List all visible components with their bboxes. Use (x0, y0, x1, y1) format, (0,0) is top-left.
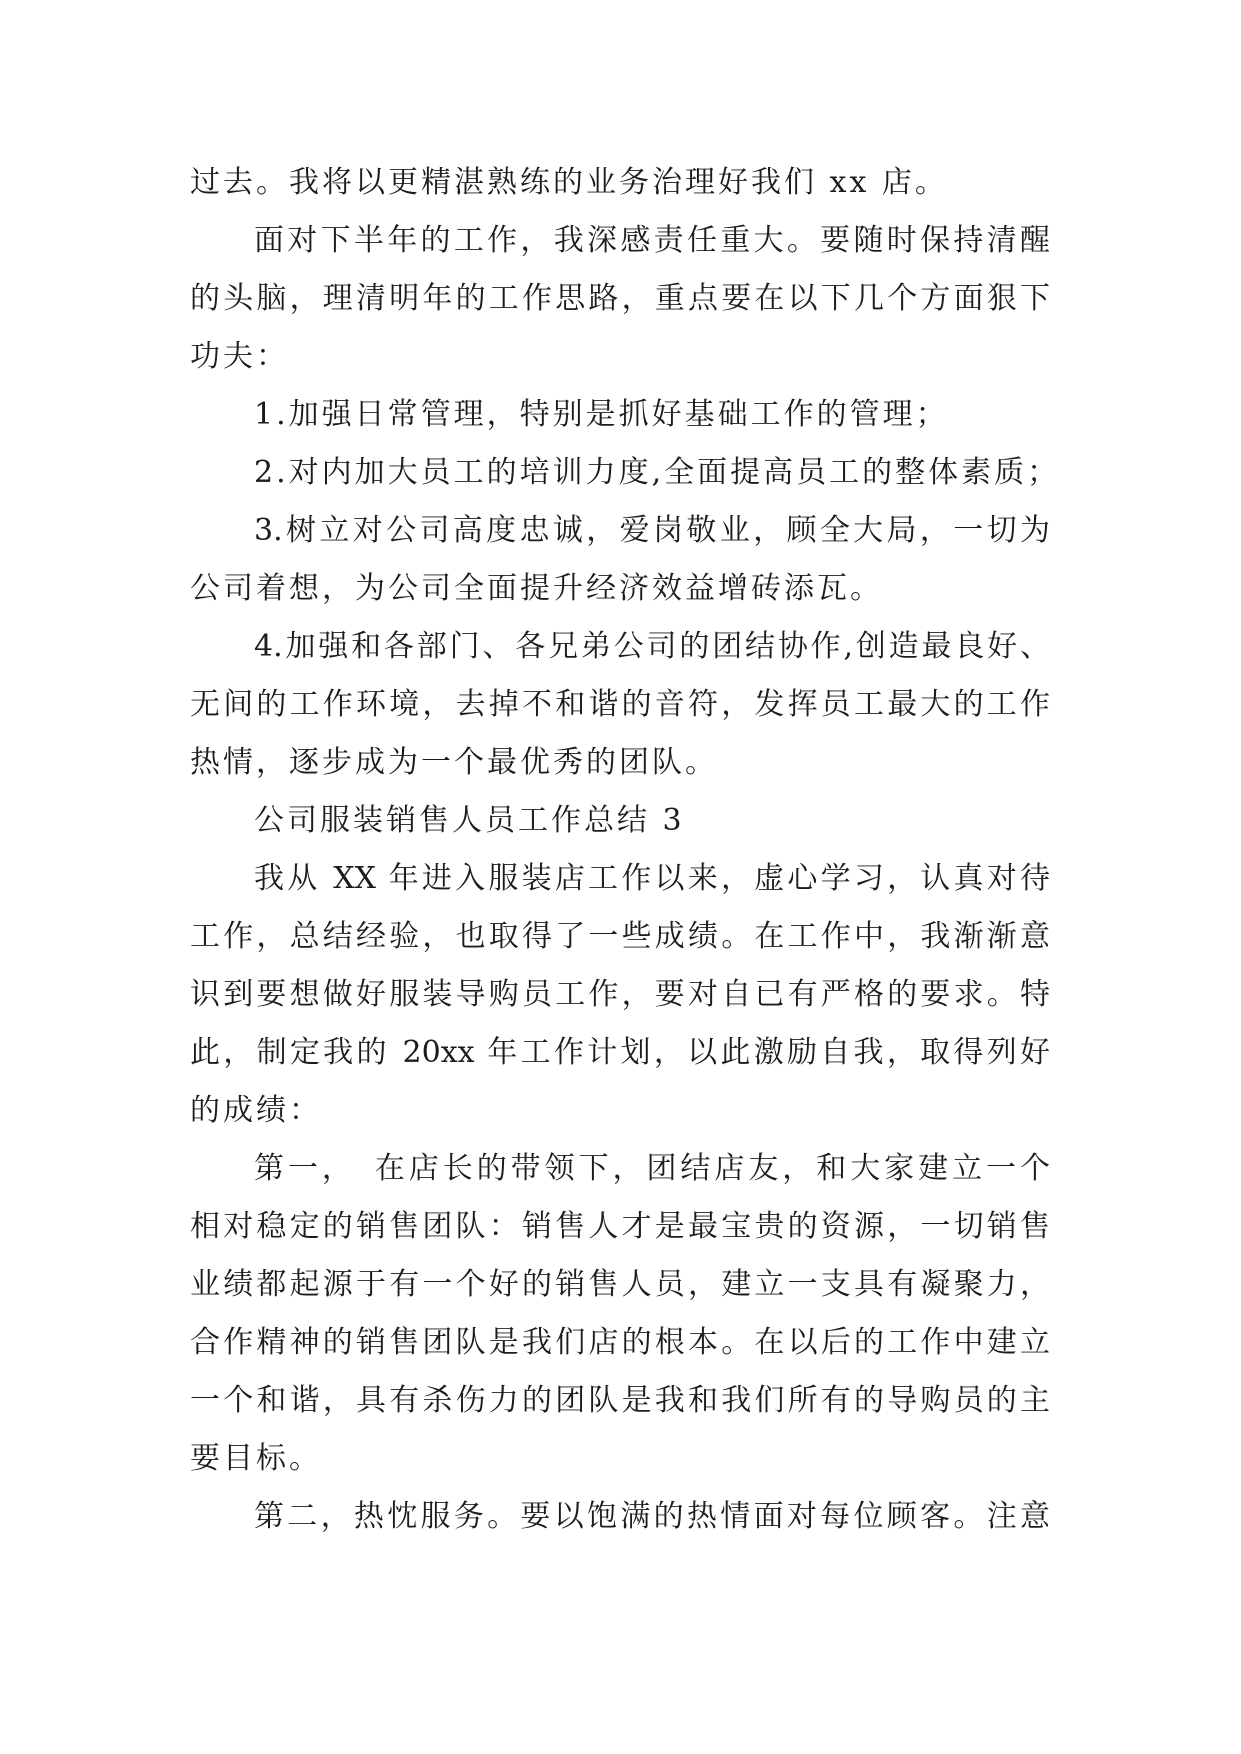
text-line: 要目标。 (190, 1441, 322, 1476)
text-line: 识到要想做好服装导购员工作，要对自已有严格的要求。特 (190, 977, 1050, 1012)
paragraph-line: 第二，热忱服务。要以饱满的热情面对每位顾客。注意 (254, 1499, 1050, 1534)
text-line: 的成绩： (190, 1093, 322, 1128)
text-line: 业绩都起源于有一个好的销售人员，建立一支具有凝聚力， (190, 1267, 1050, 1302)
text-line: 热情，逐步成为一个最优秀的团队。 (190, 745, 718, 780)
text-line: 工作，总结经验，也取得了一些成绩。在工作中，我渐渐意 (190, 919, 1050, 954)
text-line: 一个和谐，具有杀伤力的团队是我和我们所有的导购员的主 (190, 1383, 1050, 1418)
text-line: 合作精神的销售团队是我们店的根本。在以后的工作中建立 (190, 1325, 1050, 1360)
text-line: 相对稳定的销售团队：销售人才是最宝贵的资源，一切销售 (190, 1209, 1050, 1244)
document-body (190, 154, 1061, 1546)
text-line: 此，制定我的 20xx 年工作计划，以此激励自我，取得列好 (190, 1035, 1050, 1070)
list-item: 1.加强日常管理，特别是抓好基础工作的管理； (254, 397, 949, 432)
list-item: 4.加强和各部门、各兄弟公司的团结协作,创造最良好、 (254, 629, 1050, 664)
text-line: 的头脑，理清明年的工作思路，重点要在以下几个方面狠下 (190, 281, 1050, 316)
list-item: 3.树立对公司高度忠诚，爱岗敬业，顾全大局，一切为 (254, 513, 1050, 548)
section-title: 公司服装销售人员工作总结 3 (254, 803, 685, 838)
text-line: 公司着想，为公司全面提升经济效益增砖添瓦。 (190, 571, 883, 606)
text-line: 功夫： (190, 339, 289, 374)
paragraph-line: 面对下半年的工作，我深感责任重大。要随时保持清醒 (254, 223, 1050, 258)
paragraph-line: 我从 XX 年进入服装店工作以来，虚心学习，认真对待 (254, 861, 1050, 896)
text-line: 无间的工作环境，去掉不和谐的音符，发挥员工最大的工作 (190, 687, 1050, 722)
paragraph-line: 第一， 在店长的带领下，团结店友，和大家建立一个 (254, 1151, 1050, 1186)
list-item: 2.对内加大员工的培训力度,全面提高员工的整体素质； (254, 455, 1061, 490)
text-line: 过去。我将以更精湛熟练的业务治理好我们 xx 店。 (190, 165, 948, 200)
